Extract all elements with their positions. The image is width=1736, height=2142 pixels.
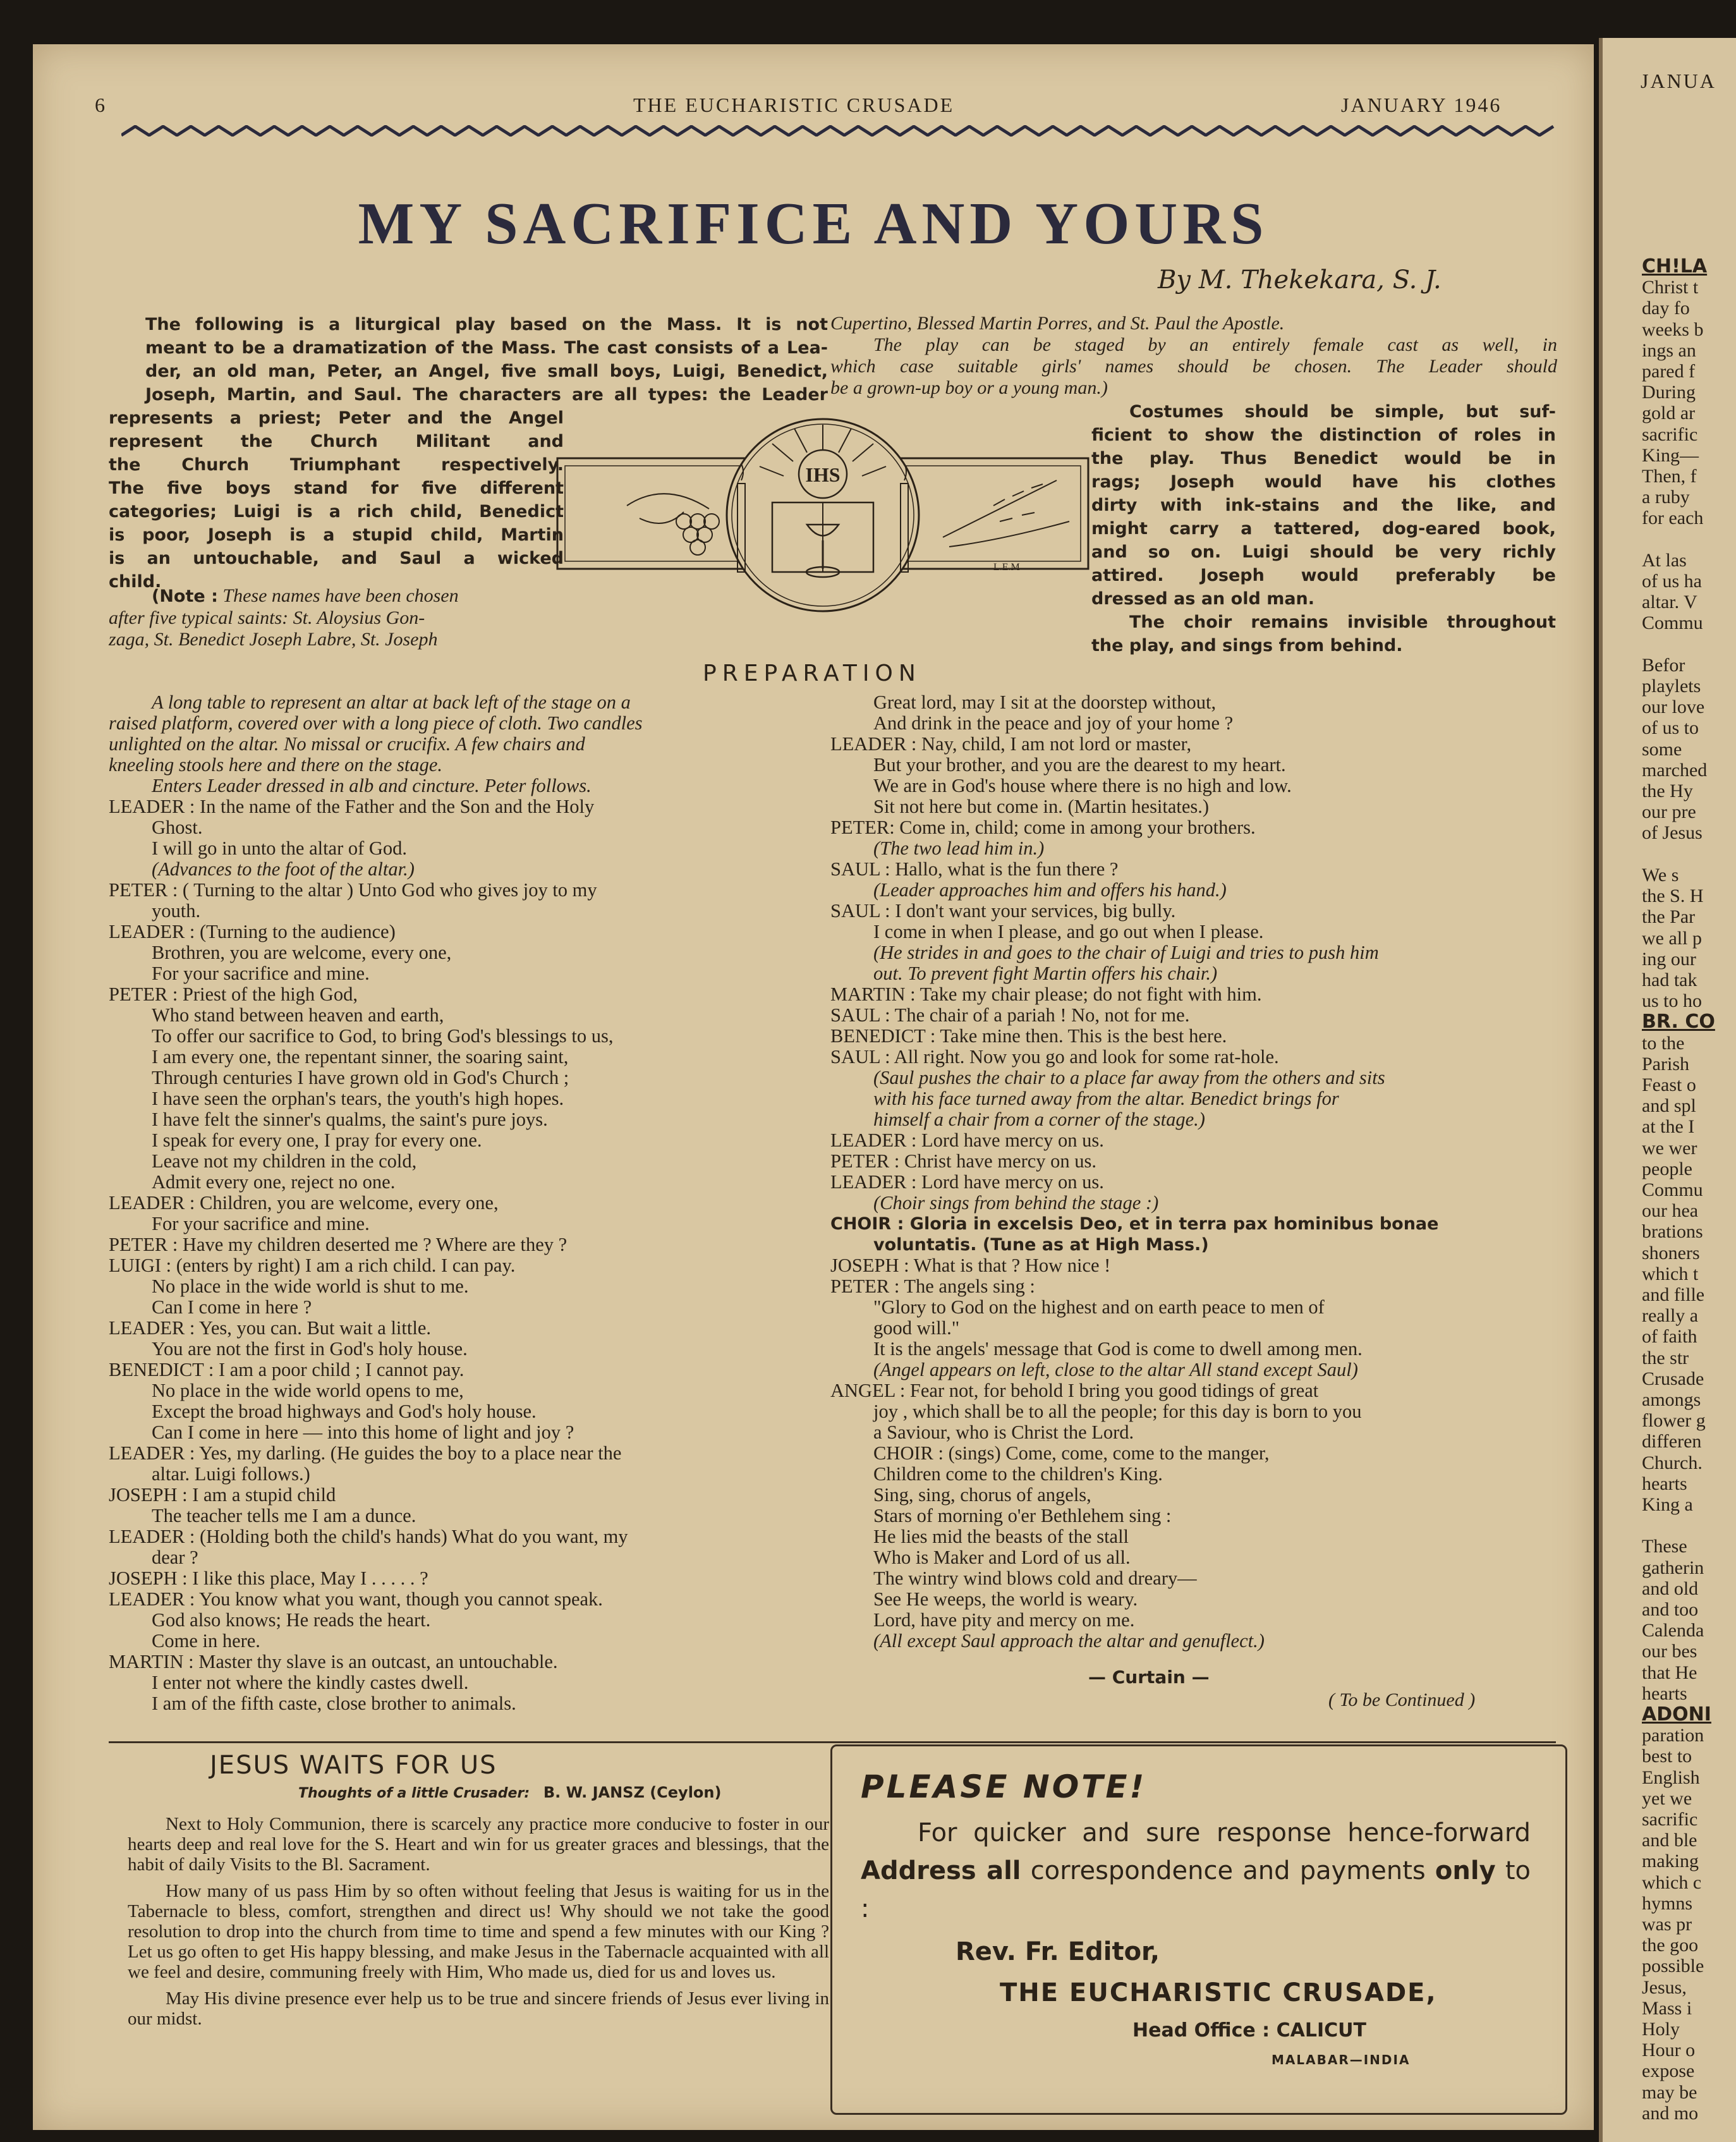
- script-line: See He weeps, the world is weary.: [873, 1588, 1138, 1610]
- adjacent-page-text: [1642, 256, 1736, 2124]
- note-label: (Note :: [152, 587, 218, 606]
- note-text: For quicker and sure response hence-forward: [918, 1818, 1531, 1847]
- adjacent-text-line: shoners: [1642, 1242, 1700, 1263]
- note-line: These names have been chosen: [222, 585, 459, 606]
- adjacent-text-line: we all p: [1642, 927, 1702, 949]
- note-text: to :: [861, 1856, 1531, 1923]
- script-line: We are in God's house where there is no high and low.: [873, 775, 1292, 796]
- adjacent-text-line: and fille: [1642, 1284, 1705, 1305]
- paragraph: How many of us pass Him by so often without feeling that Jesus is waiting for us in the Tabernacle to bless, comfort, strengthen and direct us! Why should we not take the good resolution to drop into the church from time to time and spend a few minutes with our King ? Let us go often to get His happy blessing, and make Jesus in the Tabernacle acquainted with all we feel and desire, communing freely with Him, Who made us, died for us and loves us.: [128, 1881, 829, 1982]
- paragraph: Next to Holy Communion, there is scarcely any practice more conducive to foster in our hearts deep and real love for the S. Heart and win for us greater graces and blessings, that the habit of daily Visits to the Bl. Sacrament.: [128, 1814, 829, 1875]
- article-byline: By M. Thekekara, S. J.: [1158, 265, 1442, 295]
- script-line: (Angel appears on left, close to the altar All stand except Saul): [873, 1359, 1358, 1380]
- text-line: The choir remains invisible throughout: [1129, 612, 1556, 632]
- section-heading-preparation: PREPARATION: [703, 660, 921, 686]
- note-editor: Rev. Fr. Editor,: [956, 1937, 1160, 1966]
- adjacent-text-line: and old: [1642, 1578, 1699, 1599]
- adjacent-text-line: day fo: [1642, 298, 1690, 319]
- script-line: Who stand between heaven and earth,: [152, 1004, 444, 1026]
- adjacent-text-line: Feast o: [1642, 1074, 1696, 1095]
- script-line: PETER : The angels sing :: [830, 1275, 1035, 1297]
- adjacent-text-line: a ruby: [1642, 487, 1690, 508]
- text-line: dirty with ink-stains and the like, and: [1091, 496, 1556, 515]
- note-head-office: Head Office : CALICUT: [1132, 2019, 1366, 2042]
- adjacent-text-line: of us ha: [1642, 571, 1702, 592]
- script-line: LEADER : In the name of the Father and the Son and the Holy: [109, 796, 595, 817]
- script-line: dear ?: [152, 1547, 198, 1568]
- adjacent-text-line: Crusade: [1642, 1368, 1704, 1389]
- script-line: Admit every one, reject no one.: [152, 1171, 396, 1193]
- script-line: I come in when I please, and go out when I please.: [873, 921, 1264, 942]
- script-line: For your sacrifice and mine.: [152, 1213, 370, 1234]
- script-line: Through centuries I have grown old in God's Church ;: [152, 1067, 569, 1088]
- adjacent-text-line: [1642, 529, 1736, 550]
- adjacent-text-line: of us to: [1642, 717, 1699, 739]
- adjacent-text-line: of Jesus: [1642, 822, 1703, 844]
- text-line: ficient to show the distinction of roles in: [1091, 425, 1556, 445]
- adjacent-text-line: and spl: [1642, 1095, 1696, 1117]
- adjacent-page-edge: [1599, 38, 1736, 2142]
- script-line: LEADER : Nay, child, I am not lord or master,: [830, 733, 1192, 755]
- text-line: The play can be staged by an entirely female cast as well, in: [873, 334, 1557, 355]
- adjacent-text-line: people: [1642, 1158, 1692, 1179]
- play-script-right-column: [830, 692, 1557, 1652]
- script-line: a Saviour, who is Christ the Lord.: [873, 1421, 1134, 1443]
- text-line: represent the Church Militant and: [109, 432, 564, 451]
- script-line: joy , which shall be to all the people; for this day is born to you: [873, 1401, 1362, 1422]
- script-line: No place in the wide world opens to me,: [152, 1380, 464, 1401]
- script-line: SAUL : The chair of a pariah ! No, not for me.: [830, 1004, 1190, 1026]
- script-line: It is the angels' message that God is come to dwell among men.: [873, 1338, 1363, 1360]
- adjacent-text-line: the str: [1642, 1347, 1689, 1368]
- adjacent-text-line: Parish: [1642, 1053, 1689, 1074]
- script-line: LUIGI : (enters by right) I am a rich child. I can pay.: [109, 1255, 516, 1276]
- script-line: (Leader approaches him and offers his hand.): [873, 879, 1227, 901]
- decorative-zigzag-rule: [121, 125, 1556, 137]
- adjacent-text-line: Hour o: [1642, 2040, 1696, 2061]
- note-emphasis: Address all: [861, 1856, 1021, 1885]
- text-line: which case suitable girls' names should be chosen. The Leader should: [830, 356, 1557, 377]
- adjacent-text-line: possible: [1642, 1956, 1704, 1977]
- to-be-continued: ( To be Continued ): [1328, 1689, 1476, 1710]
- adjacent-text-line: pared f: [1642, 361, 1696, 382]
- script-line: Sit not here but come in. (Martin hesitates.): [873, 796, 1210, 817]
- adjacent-text-line: us to ho: [1642, 990, 1703, 1012]
- adjacent-text-line: ings an: [1642, 339, 1696, 361]
- script-line: voluntatis. (Tune as at High Mass.): [873, 1235, 1209, 1255]
- script-line: I am of the fifth caste, close brother to animals.: [152, 1693, 516, 1714]
- script-line: Come in here.: [152, 1630, 260, 1652]
- script-line: Who is Maker and Lord of us all.: [873, 1547, 1131, 1568]
- adjacent-text-line: Calenda: [1642, 1620, 1704, 1641]
- adjacent-text-line: sacrific: [1642, 1809, 1698, 1830]
- adjacent-text-line: English: [1642, 1767, 1700, 1788]
- adjacent-text-line: King a: [1642, 1494, 1693, 1515]
- script-line: Ghost.: [152, 817, 203, 838]
- script-line: PETER: Come in, child; come in among your brothers.: [830, 817, 1256, 838]
- adjacent-text-line: marched: [1642, 759, 1708, 781]
- script-line: JOSEPH : I am a stupid child: [109, 1484, 336, 1506]
- adjacent-text-line: Then, f: [1642, 466, 1697, 487]
- adjacent-text-line: amongs: [1642, 1389, 1701, 1410]
- text-line: might carry a tattered, dog-eared book,: [1091, 519, 1556, 539]
- script-line: CHOIR : (sings) Come, come, come to the manger,: [873, 1442, 1270, 1464]
- section-divider: [109, 1741, 1556, 1743]
- adjacent-text-line: Commu: [1642, 612, 1703, 634]
- note-location: MALABAR—INDIA: [1272, 2052, 1411, 2067]
- intro-continued: [830, 313, 1557, 399]
- adjacent-text-line: weeks b: [1642, 319, 1704, 340]
- adjacent-text-line: some: [1642, 738, 1682, 760]
- adjacent-text-line: brations: [1642, 1221, 1703, 1243]
- adjacent-text-line: differen: [1642, 1431, 1702, 1452]
- text-line: the Church Triumphant respectively.: [109, 455, 564, 475]
- adjacent-text-line: altar. V: [1642, 592, 1697, 613]
- adjacent-text-line: During: [1642, 382, 1696, 403]
- script-line: BENEDICT : I am a poor child ; I cannot pay.: [109, 1359, 464, 1380]
- text-line: be a grown-up boy or a young man.): [830, 377, 1108, 398]
- script-line: ANGEL : Fear not, for behold I bring you good tidings of great: [830, 1380, 1319, 1401]
- adjacent-text-line: which c: [1642, 1871, 1702, 1893]
- note-emphasis: only: [1435, 1856, 1496, 1885]
- adjacent-text-line: and too: [1642, 1599, 1699, 1620]
- script-line: I have seen the orphan's tears, the youth's high hopes.: [152, 1088, 564, 1109]
- curtain-line: — Curtain —: [1088, 1667, 1210, 1688]
- script-line: LEADER : Lord have mercy on us.: [830, 1129, 1104, 1151]
- script-line: Great lord, may I sit at the doorstep without,: [873, 691, 1217, 713]
- script-line: LEADER : (Holding both the child's hands) What do you want, my: [109, 1526, 628, 1547]
- adjacent-running-head: JANUA: [1641, 70, 1716, 92]
- script-line: MARTIN : Take my chair please; do not fight with him.: [830, 983, 1262, 1005]
- script-line: (The two lead him in.): [873, 837, 1045, 859]
- script-line: I have felt the sinner's qualms, the saint's pure joys.: [152, 1109, 548, 1130]
- script-line: He lies mid the beasts of the stall: [873, 1526, 1129, 1547]
- text-line: is an untouchable, and Saul a wicked: [109, 549, 564, 568]
- script-line: For your sacrifice and mine.: [152, 963, 370, 984]
- adjacent-text-line: at the I: [1642, 1116, 1695, 1138]
- running-head-journal: THE EUCHARISTIC CRUSADE: [633, 94, 955, 116]
- adjacent-text-line: really a: [1642, 1305, 1699, 1327]
- text-line: categories; Luigi is a rich child, Benedict: [109, 502, 564, 521]
- script-line: A long table to represent an altar at back left of the stage on a: [152, 691, 631, 713]
- adjacent-text-line: Mass i: [1642, 1997, 1692, 2019]
- adjacent-text-line: BR. CO: [1642, 1011, 1715, 1033]
- script-line: LEADER : Yes, my darling. (He guides the boy to a place near the: [109, 1442, 622, 1464]
- adjacent-text-line: and ble: [1642, 1830, 1697, 1851]
- adjacent-text-line: Christ t: [1642, 277, 1699, 298]
- script-line: I enter not where the kindly castes dwell.: [152, 1672, 469, 1693]
- adjacent-text-line: ADONI: [1642, 1703, 1711, 1726]
- adjacent-text-line: Jesus,: [1642, 1976, 1687, 1998]
- adjacent-text-line: and mo: [1642, 2102, 1699, 2124]
- script-line: JOSEPH : I like this place, May I . . . . . ?: [109, 1567, 428, 1589]
- script-line: out. To prevent fight Martin offers his chair.): [873, 963, 1218, 984]
- adjacent-text-line: gatherin: [1642, 1557, 1704, 1578]
- script-line: Lord, have pity and mercy on me.: [873, 1609, 1135, 1631]
- please-note-body: [861, 1814, 1531, 1928]
- artist-signature: L.E.M: [993, 562, 1020, 573]
- jesus-waits-title: JESUS WAITS FOR US: [210, 1751, 497, 1780]
- adjacent-text-line: [1642, 634, 1736, 655]
- script-line: kneeling stools here and there on the stage.: [109, 754, 442, 776]
- adjacent-text-line: hearts: [1642, 1683, 1687, 1704]
- adjacent-text-line: Holy: [1642, 2019, 1680, 2040]
- text-line: Costumes should be simple, but suf-: [1129, 402, 1556, 422]
- script-line: LEADER : Yes, you can. But wait a little.: [109, 1317, 431, 1339]
- intro-paragraph-narrow: [109, 406, 564, 593]
- adjacent-text-line: [1642, 844, 1736, 865]
- script-line: The teacher tells me I am a dunce.: [152, 1505, 416, 1526]
- script-line: No place in the wide world is shut to me.: [152, 1275, 469, 1297]
- text-line: attired. Joseph would preferably be: [1091, 566, 1556, 585]
- script-line: LEADER : Children, you are welcome, every one,: [109, 1192, 499, 1214]
- script-line: MARTIN : Master thy slave is an outcast, an untouchable.: [109, 1651, 558, 1672]
- text-line: the play, and sings from behind.: [1091, 636, 1403, 655]
- script-line: PETER : Priest of the high God,: [109, 983, 358, 1005]
- script-line: Children come to the children's King.: [873, 1463, 1163, 1485]
- adjacent-text-line: Church.: [1642, 1452, 1703, 1473]
- adjacent-text-line: expose: [1642, 2060, 1695, 2082]
- script-line: raised platform, covered over with a long piece of cloth. Two candles: [109, 712, 643, 734]
- text-line: The five boys stand for five different: [109, 478, 564, 498]
- adjacent-text-line: we wer: [1642, 1137, 1697, 1159]
- adjacent-text-line: flower g: [1642, 1410, 1706, 1432]
- script-line: The wintry wind blows cold and dreary—: [873, 1567, 1197, 1589]
- script-line: CHOIR : Gloria in excelsis Deo, et in terra pax hominibus bonae: [830, 1214, 1439, 1234]
- note-line: zaga, St. Benedict Joseph Labre, St. Joseph: [109, 629, 438, 650]
- script-line: To offer our sacrifice to God, to bring God's blessings to us,: [152, 1025, 614, 1047]
- script-line: LEADER : (Turning to the audience): [109, 921, 396, 942]
- adjacent-text-line: Commu: [1642, 1179, 1703, 1200]
- text-line: represents a priest; Peter and the Angel: [109, 408, 564, 428]
- adjacent-text-line: [1642, 1515, 1736, 1536]
- adjacent-text-line: the Par: [1642, 906, 1696, 928]
- adjacent-text-line: We s: [1642, 864, 1679, 885]
- subtitle-author: B. W. JANSZ (Ceylon): [543, 1784, 722, 1801]
- text-line: The following is a liturgical play based on the Mass. It is not: [145, 315, 828, 334]
- script-line: But your brother, and you are the dearest to my heart.: [873, 754, 1286, 776]
- adjacent-text-line: playlets: [1642, 676, 1701, 697]
- magazine-page: [33, 44, 1594, 2130]
- costume-note: [1091, 400, 1556, 657]
- running-head-date: JANUARY 1946: [1341, 94, 1502, 116]
- script-line: BENEDICT : Take mine then. This is the best here.: [830, 1025, 1227, 1047]
- adjacent-text-line: Befor: [1642, 654, 1685, 676]
- script-line: (He strides in and goes to the chair of Luigi and tries to push him: [873, 942, 1379, 963]
- script-line: (Saul pushes the chair to a place far away from the others and sits: [873, 1067, 1385, 1088]
- adjacent-text-line: King—: [1642, 444, 1699, 466]
- script-line: I am every one, the repentant sinner, the soaring saint,: [152, 1046, 569, 1068]
- text-line: Joseph, Martin, and Saul. The characters are all types: the Leader: [145, 385, 828, 405]
- script-line: good will.": [873, 1317, 960, 1339]
- adjacent-text-line: of faith: [1642, 1326, 1697, 1348]
- intro-note: [109, 585, 564, 650]
- script-line: LEADER : Lord have mercy on us.: [830, 1171, 1104, 1193]
- script-line: Except the broad highways and God's holy house.: [152, 1401, 537, 1422]
- note-line: after five typical saints: St. Aloysius Gon-: [109, 607, 425, 628]
- adjacent-text-line: hymns: [1642, 1892, 1693, 1914]
- text-line: the play. Thus Benedict would be in: [1091, 449, 1556, 468]
- script-line: "Glory to God on the highest and on earth peace to men of: [873, 1296, 1325, 1318]
- script-line: with his face turned away from the altar. Benedict brings for: [873, 1088, 1339, 1109]
- note-text: correspondence and payments: [1030, 1856, 1426, 1885]
- script-line: SAUL : Hallo, what is the fun there ?: [830, 858, 1119, 880]
- script-line: JOSEPH : What is that ? How nice !: [830, 1255, 1111, 1276]
- jesus-waits-subtitle: [298, 1784, 721, 1801]
- jesus-waits-body: [128, 1814, 829, 2035]
- script-line: SAUL : I don't want your services, big bully.: [830, 900, 1176, 922]
- page-number: 6: [95, 94, 107, 116]
- adjacent-text-line: to the: [1642, 1032, 1685, 1054]
- script-line: And drink in the peace and joy of your home ?: [873, 712, 1234, 734]
- adjacent-text-line: making: [1642, 1851, 1699, 1872]
- script-line: LEADER : You know what you want, though you cannot speak.: [109, 1588, 603, 1610]
- please-note-title: PLEASE NOTE!: [861, 1768, 1147, 1805]
- adjacent-text-line: our hea: [1642, 1200, 1699, 1222]
- adjacent-text-line: sacrific: [1642, 423, 1698, 445]
- adjacent-text-line: best to: [1642, 1746, 1692, 1767]
- script-line: (Choir sings from behind the stage :): [873, 1192, 1159, 1214]
- script-line: PETER : Have my children deserted me ? Where are they ?: [109, 1234, 568, 1255]
- text-line: meant to be a dramatization of the Mass. The cast consists of a Lea-: [145, 338, 828, 358]
- script-line: Brothren, you are welcome, every one,: [152, 942, 452, 963]
- adjacent-text-line: that He: [1642, 1662, 1697, 1683]
- script-line: Can I come in here — into this home of light and joy ?: [152, 1421, 574, 1443]
- note-organisation: THE EUCHARISTIC CRUSADE,: [1000, 1978, 1437, 2007]
- paragraph: May His divine presence ever help us to be true and sincere friends of Jesus ever living in our midst.: [128, 1988, 829, 2029]
- adjacent-text-line: These: [1642, 1536, 1687, 1557]
- adjacent-text-line: paration: [1642, 1725, 1704, 1746]
- adjacent-text-line: which t: [1642, 1263, 1699, 1284]
- adjacent-text-line: for each: [1642, 508, 1704, 529]
- script-line: I will go in unto the altar of God.: [152, 837, 408, 859]
- script-line: SAUL : All right. Now you go and look for some rat-hole.: [830, 1046, 1279, 1068]
- script-line: Enters Leader dressed in alb and cincture. Peter follows.: [152, 775, 592, 796]
- script-line: (Advances to the foot of the altar.): [152, 858, 415, 880]
- script-line: Leave not my children in the cold,: [152, 1150, 417, 1172]
- text-line: dressed as an old man.: [1091, 589, 1315, 609]
- text-line: is poor, Joseph is a stupid child, Martin: [109, 525, 564, 545]
- adjacent-text-line: hearts: [1642, 1473, 1687, 1494]
- text-line: rags; Joseph would have his clothes: [1091, 472, 1556, 492]
- adjacent-text-line: the goo: [1642, 1935, 1699, 1956]
- article-title: MY SACRIFICE AND YOURS: [358, 191, 1269, 257]
- adjacent-text-line: our pre: [1642, 801, 1696, 823]
- play-script-left-column: [109, 692, 829, 1714]
- adjacent-text-line: may be: [1642, 2081, 1697, 2103]
- text-line: child.: [109, 572, 162, 592]
- script-line: altar. Luigi follows.): [152, 1463, 310, 1485]
- script-line: youth.: [152, 900, 201, 922]
- script-line: (All except Saul approach the altar and genuflect.): [873, 1630, 1265, 1652]
- adjacent-text-line: ing our: [1642, 948, 1696, 970]
- eucharist-emblem-illustration: [551, 411, 1095, 619]
- adjacent-text-line: CH!LA: [1642, 255, 1708, 277]
- adjacent-text-line: had tak: [1642, 969, 1697, 990]
- adjacent-text-line: gold ar: [1642, 403, 1696, 424]
- script-line: God also knows; He reads the heart.: [152, 1609, 431, 1631]
- text-line: Cupertino, Blessed Martin Porres, and St. Paul the Apostle.: [830, 313, 1285, 334]
- script-line: Can I come in here ?: [152, 1296, 312, 1318]
- script-line: PETER : ( Turning to the altar ) Unto God who gives joy to my: [109, 879, 597, 901]
- adjacent-text-line: At las: [1642, 549, 1687, 571]
- script-line: You are not the first in God's holy house.: [152, 1338, 468, 1360]
- adjacent-text-line: the S. H: [1642, 885, 1704, 907]
- text-line: and so on. Luigi should be very richly: [1091, 542, 1556, 562]
- intro-paragraph-full: [145, 313, 828, 406]
- script-line: PETER : Christ have mercy on us.: [830, 1150, 1097, 1172]
- adjacent-text-line: yet we: [1642, 1787, 1692, 1809]
- script-line: I speak for every one, I pray for every one.: [152, 1129, 482, 1151]
- script-line: Sing, sing, chorus of angels,: [873, 1484, 1091, 1506]
- script-line: himself a chair from a corner of the stage.): [873, 1109, 1205, 1130]
- adjacent-text-line: the Hy: [1642, 781, 1693, 802]
- adjacent-text-line: was pr: [1642, 1914, 1692, 1935]
- ihs-monogram: IHS: [805, 463, 841, 486]
- adjacent-text-line: our love: [1642, 697, 1705, 718]
- script-line: unlighted on the altar. No missal or crucifix. A few chairs and: [109, 733, 585, 755]
- script-line: Stars of morning o'er Bethlehem sing :: [873, 1505, 1172, 1526]
- adjacent-text-line: our bes: [1642, 1641, 1697, 1662]
- subtitle-prefix: Thoughts of a little Crusader:: [298, 1786, 530, 1801]
- text-line: der, an old man, Peter, an Angel, five small boys, Luigi, Benedict,: [145, 362, 828, 381]
